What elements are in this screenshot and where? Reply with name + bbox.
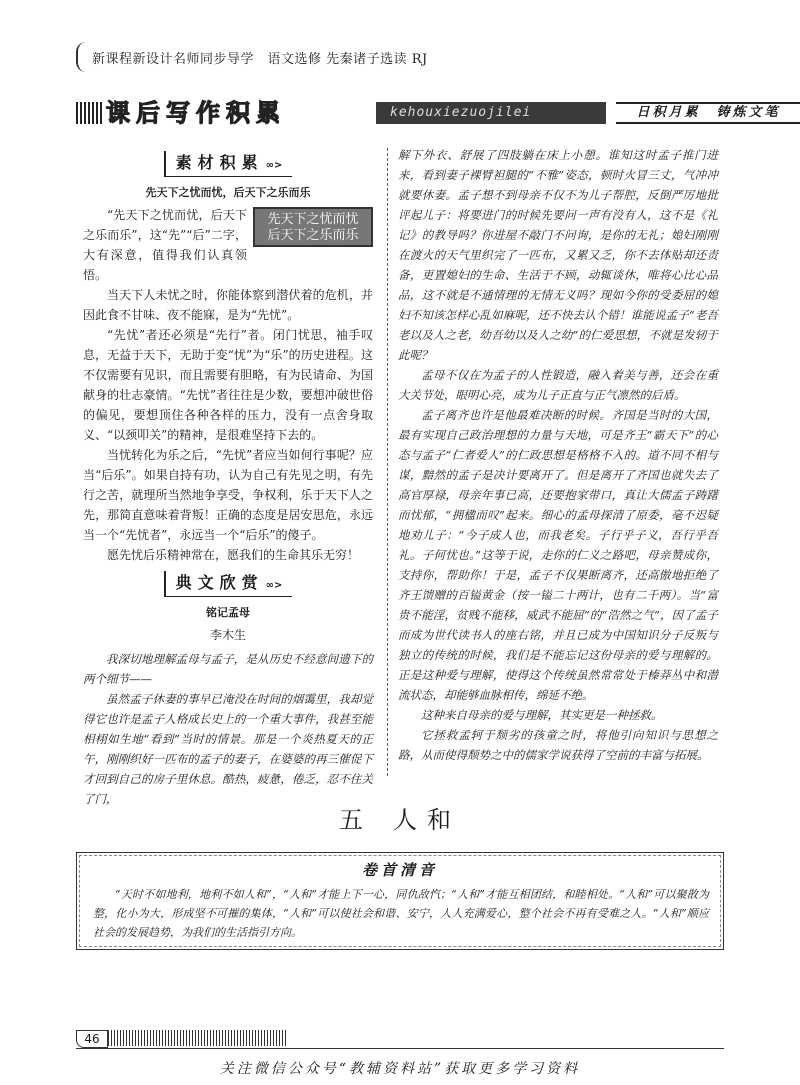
subsection-title: 素材积累 <box>175 153 264 172</box>
subsection-title: 典文欣赏 <box>175 573 264 592</box>
paragraph: 当天下人未忧之时，你能体察到潜伏着的危机，并因此食不甘味、夜不能寐，是为“先忧”。 <box>83 288 373 322</box>
paragraph: 这种来自母亲的爱与理解，其实更是一种拯救。 <box>421 708 663 722</box>
intro-box <box>76 852 724 950</box>
paragraph: 我深切地理解孟母与孟子，是从历史不经意间遗下的两个细节—— <box>83 652 373 686</box>
paragraph: 愿先忧后乐精神常在，愿我们的生命其乐无穷！ <box>107 548 360 562</box>
paragraph: 虽然孟子休妻的事早已淹没在时间的烟霭里，我却觉得它也许是孟子人格成长史上的一个重大事件，我甚至能相栩如生地“看到”当时的情景。那是一个炎热夏天的正午，刚刚织好一匹布的孟子的妻子，在婆婆的再三催促下才回到自己的房子里休息。酷热，疲惫，倦乏，忍不住关了门， <box>83 692 373 806</box>
right-column <box>398 145 718 765</box>
left-column <box>83 145 373 809</box>
article-title: 铭记孟母 <box>206 606 250 619</box>
calligraphy-image <box>253 207 373 247</box>
intro-text: “天时不如地利，地利不如人和”，“人和”才能上下一心，同仇敌忾；“人和”才能互相团结，和睦相处。“人和”可以聚散为整，化小为大，形成坚不可摧的集体，“人和”可以使社会和谐、安宁，人人充满爱心，整个社会不再有受难之人。“人和”顺应社会的发展趋势，为我们的生活指引方向。 <box>93 888 709 939</box>
calligraphy-line: 先天下之忧而忧 <box>267 212 359 227</box>
subsection-deco: ∞> <box>265 580 283 591</box>
banner-pinyin: kehouxiezuojilei <box>376 102 606 124</box>
header-bracket-decoration <box>76 42 88 72</box>
footer-note: 关注微信公众号“教辅资料站”获取更多学习资料 <box>219 1061 581 1077</box>
paragraph: “先天下之忧而忧，后天下之乐而乐”，这“先”“后”二字，大有深意，值得我们认真领悟。 <box>83 208 247 282</box>
running-title: 新课程新设计名师同步导学 语文选修 先秦诸子选读 RJ <box>92 52 428 67</box>
paragraph: 孟子离齐也许是他最难决断的时候。齐国是当时的大国，最有实现自己政治理想的力量与天地，可是齐王“霸天下”的心态与孟子“仁者爱人”的仁政思想是格格不入的。道不同不相与谋，黯然的孟子是决计要离开了。但是离开了齐国也就失去了高官厚禄，母亲年事已高，还要抱家带口，真让大儒孟子踌躇而忧郁，“拥楹而叹”起来。细心的孟母探清了原委，毫不迟疑地劝儿子：“今子成人也，而我老矣。子行乎子义，吾行乎吾礼。子何忧也。”这等于说，走你的仁义之路吧，母亲赞成你，支持你，帮助你！于是，孟子不仅果断离齐，还高傲地拒绝了齐王馈赠的百镒黄金（按一镒二十两计，也有二千两）。当“富贵不能淫，贫贱不能移，威武不能屈”的“浩然之气”，因了孟子而成为世代读书人的座右铭，并且已成为中国知识分子反叛与独立的传统的时候，我们是不能忘记这份母亲的爱与理解的。正是这种爱与理解，使得这个传统虽然常常处于榛莽丛中和潜流状态，却能够血脉相传，绵延不绝。 <box>398 408 718 702</box>
subsection-heading-material <box>83 151 373 177</box>
article-body <box>83 205 373 565</box>
footer-hatch-decoration <box>108 1030 288 1046</box>
page-number: 46 <box>76 1030 108 1048</box>
lesson-heading <box>0 800 800 835</box>
running-header <box>76 42 756 72</box>
paragraph: 孟母不仅在为孟子的人性锻造，融入着美与善，还会在重大关节处，眼明心亮，成为儿子正直与正气凛然的后盾。 <box>398 368 718 402</box>
subsection-heading-classic <box>83 571 373 597</box>
banner-slogan: 日积月累 铸炼文笔 <box>616 102 800 124</box>
article-title: 先天下之忧而忧，后天下之乐而乐 <box>145 186 311 199</box>
lesson-title: 人和 <box>393 806 461 834</box>
paragraph: 它拯救孟轲于颓劣的孩童之时，将他引向知识与思想之路，从而使得颓势之中的儒家学说获得了空前的丰富与拓展。 <box>398 728 718 762</box>
paragraph: “先忧”者还必须是“先行”者。闭门忧思，袖手叹息，无益于天下，无助于变“忧”为“乐”的历史进程。这不仅需要有见识，而且需要有胆略，有为民请命、为国献身的壮志豪情。“先忧”者往往是少数，要想冲破世俗的偏见，要想顶住各种各样的压力，没有一点舍身取义、“以颈叩关”的精神，是很难坚持下去的。 <box>83 328 373 442</box>
footer-rule <box>76 1048 724 1049</box>
subsection-deco: ∞> <box>265 160 283 171</box>
article-author: 李木生 <box>209 628 246 642</box>
section-banner <box>76 98 781 128</box>
column-divider <box>387 148 388 776</box>
calligraphy-line: 后天下之乐而乐 <box>267 228 359 243</box>
paragraph: 解下外衣、舒展了四肢躺在床上小憩。谁知这时孟子推门进来，看到妻子裸臂袒腿的“不雅”姿态，顿时火冒三丈，气冲冲就要休妻。孟子想不到母亲不仅不为儿子帮腔，反倒严厉地批评起儿子：将要进门的时候先要问一声有没有人，这不是《礼记》的教导吗？你进屋不敲门不问询，是你的无礼；媳妇刚刚在渡火的天气里织完了一匹布，又累又乏，你不去体贴却还责备，更置媳妇的生命、生活于不顾，动辄谈休，唯将心比心品品，这不就是不通情理的无情无义吗？现如今你的受委屈的媳妇不知该怎样心乱如麻呢，还不快去认个错！谁能说孟子“老吾老以及人之老，幼吾幼以及人之幼”的仁爱思想，不就是发轫于此呢？ <box>398 148 718 362</box>
intro-heading: 卷首清音 <box>361 861 438 879</box>
lesson-number: 五 <box>339 806 373 834</box>
banner-title: 课后写作积累 <box>76 98 286 128</box>
paragraph: 当忧转化为乐之后，“先忧”者应当如何行事呢？应当“后乐”。如果自持有功，认为自己有先见之明，有先行之苦，就理所当然地争享受，争权利，乐于天下人之先，那简直意味着背叛！正确的态度是居安思危，永远当一个“先忧者”，永远当一个“后乐”的傻子。 <box>83 448 373 542</box>
